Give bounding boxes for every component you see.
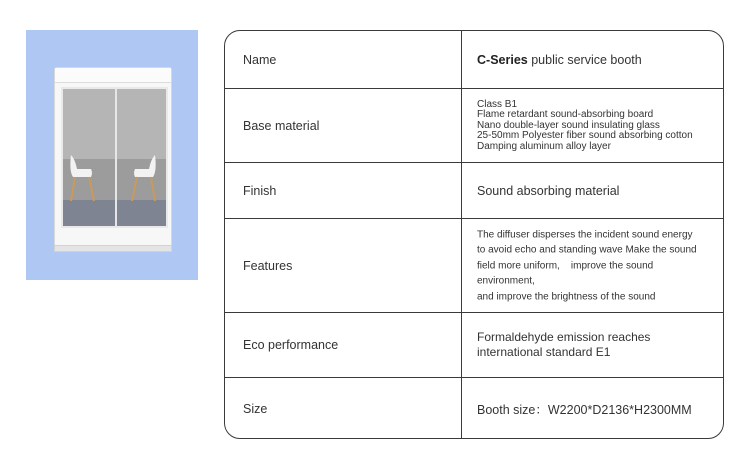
row-value: Sound absorbing material xyxy=(477,183,620,198)
row-value xyxy=(477,53,719,67)
door-frame xyxy=(115,89,117,226)
row-label: Finish xyxy=(243,183,277,198)
product-photo xyxy=(26,30,198,280)
brand-name: C-Series xyxy=(477,52,528,67)
product-name: public service booth xyxy=(531,52,642,67)
spec-table xyxy=(224,30,724,439)
eco-line: Formaldehyde emission reaches xyxy=(477,330,651,344)
table-row xyxy=(225,219,723,313)
eco-line: international standard E1 xyxy=(477,345,611,359)
booth-glass-doors xyxy=(61,87,168,228)
row-value xyxy=(477,330,719,360)
material-line: Class B1 xyxy=(477,98,518,110)
row-label: Features xyxy=(243,258,293,273)
material-line: Flame retardant sound-absorbing board xyxy=(477,108,654,120)
row-label: Name xyxy=(243,52,277,67)
row-value: Booth size：W2200*D2136*H2300MM xyxy=(477,403,692,417)
row-label: Size xyxy=(243,402,268,416)
row-label: Eco performance xyxy=(243,338,339,352)
row-label: Base material xyxy=(243,118,320,133)
booth-base xyxy=(54,245,172,252)
chair-icon xyxy=(67,151,101,203)
feature-line: The diffuser disperses the incident sound energy xyxy=(477,228,693,240)
feature-line: and improve the brightness of the sound xyxy=(477,290,656,302)
table-row xyxy=(225,163,723,219)
row-value xyxy=(477,99,719,152)
table-row xyxy=(225,378,723,439)
feature-line: field more uniform, improve the sound xyxy=(477,259,654,271)
material-line: Nano double-layer sound insulating glass xyxy=(477,119,660,131)
feature-line: to avoid echo and standing wave Make the sound xyxy=(477,244,697,256)
table-row xyxy=(225,31,723,89)
chair-icon xyxy=(125,151,159,203)
table-row xyxy=(225,89,723,163)
material-line: Damping aluminum alloy layer xyxy=(477,140,611,152)
feature-line: environment, xyxy=(477,275,535,287)
booth-roof xyxy=(55,68,171,83)
table-row xyxy=(225,313,723,378)
material-line: 25-50mm Polyester fiber sound absorbing cotton xyxy=(477,129,693,141)
booth-illustration xyxy=(54,67,172,247)
row-value xyxy=(477,227,719,305)
